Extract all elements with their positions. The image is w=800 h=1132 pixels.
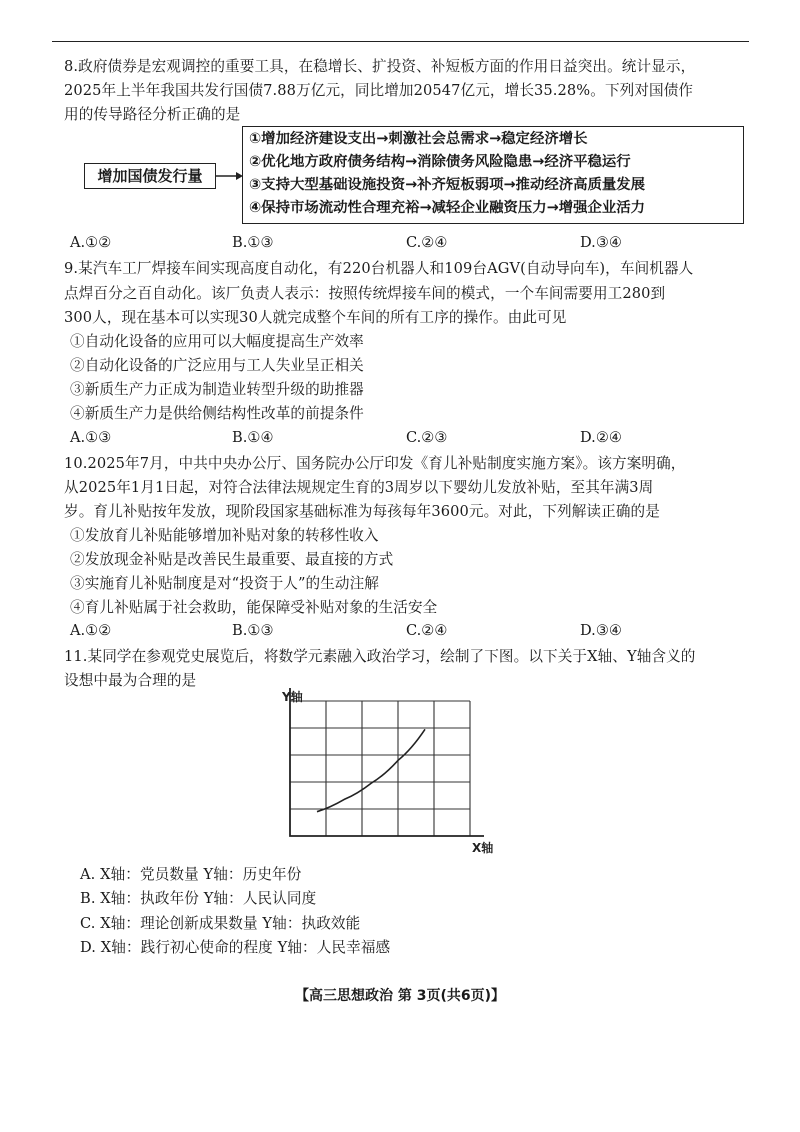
- flow-arrow-icon: [216, 170, 244, 182]
- q9-line-3: 300人，现在基本可以实现30人就完成整个车间的所有工序的操作。由此可见: [64, 309, 567, 326]
- q9-option-c: C.②③: [406, 429, 448, 446]
- q9-item-1: ①自动化设备的应用可以大幅度提高生产效率: [70, 333, 364, 350]
- q10-item-2: ②发放现金补贴是改善民生最重要、最直接的方式: [70, 551, 394, 568]
- flow-path-2: ②优化地方政府债务结构→消除债务风险隐患→经济平稳运行: [249, 154, 631, 170]
- q10-item-4: ④育儿补贴属于社会救助，能保障受补贴对象的生活安全: [70, 599, 438, 616]
- flow-path-1: ①增加经济建设支出→刺激社会总需求→稳定经济增长: [249, 131, 588, 147]
- q9-item-4: ④新质生产力是供给侧结构性改革的前提条件: [70, 405, 364, 422]
- q10-option-b: B.①③: [232, 622, 274, 639]
- flow-path-3: ③支持大型基础设施投资→补齐短板弱项→推动经济高质量发展: [249, 177, 646, 193]
- q9-option-a: A.①③: [70, 429, 112, 446]
- flow-path-4: ④保持市场流动性合理充裕→减轻企业融资压力→增强企业活力: [249, 200, 646, 216]
- flow-source-box: 增加国债发行量: [84, 163, 216, 189]
- xy-chart-svg: [270, 688, 500, 858]
- q8-line-3: 用的传导路径分析正确的是: [64, 106, 241, 123]
- xy-chart: [270, 688, 500, 862]
- q11-option-c: C. X轴：理论创新成果数量 Y轴：执政效能: [80, 915, 361, 932]
- x-axis-label: X轴: [472, 841, 494, 855]
- chart-grid: [290, 701, 470, 836]
- q10-item-3: ③实施育儿补贴制度是对“投资于人”的生动注解: [70, 575, 379, 592]
- q10-line-1: 10.2025年7月，中共中央办公厅、国务院办公厅印发《育儿补贴制度实施方案》。该方案明确，: [64, 455, 686, 472]
- page-footer: 【高三思想政治 第 3页(共6页)】: [294, 988, 506, 1004]
- q11-option-a: A. X轴：党员数量 Y轴：历史年份: [80, 866, 302, 883]
- q8-option-a: A.①②: [70, 234, 112, 251]
- q8-option-b: B.①③: [232, 234, 274, 251]
- q11-line-2: 设想中最为合理的是: [64, 672, 197, 689]
- q9-item-3: ③新质生产力正成为制造业转型升级的助推器: [70, 381, 364, 398]
- q9-item-2: ②自动化设备的广泛应用与工人失业呈正相关: [70, 357, 364, 374]
- q8-option-d: D.③④: [580, 234, 622, 251]
- q11-line-1: 11.某同学在参观党史展览后，将数学元素融入政治学习，绘制了下图。以下关于X轴、Y轴含义的: [64, 648, 696, 665]
- flow-paths-box: [242, 126, 744, 224]
- top-rule: [52, 41, 749, 42]
- q11-option-b: B. X轴：执政年份 Y轴：人民认同度: [80, 890, 317, 907]
- q8-line-1: 8.政府债券是宏观调控的重要工具，在稳增长、扩投资、补短板方面的作用日益突出。统计显示，: [64, 58, 696, 75]
- q10-option-c: C.②④: [406, 622, 448, 639]
- q11-option-d: D. X轴：践行初心使命的程度 Y轴：人民幸福感: [80, 939, 391, 956]
- q10-line-2: 从2025年1月1日起，对符合法律法规规定生育的3周岁以下婴幼儿发放补贴，至其年满3周: [64, 479, 654, 496]
- q9-option-b: B.①④: [232, 429, 274, 446]
- y-axis-label: Y轴: [282, 690, 303, 704]
- q10-item-1: ①发放育儿补贴能够增加补贴对象的转移性收入: [70, 527, 379, 544]
- q9-line-2: 点焊百分之百自动化。该厂负责人表示：按照传统焊接车间的模式，一个车间需要用工280到: [64, 285, 666, 302]
- q10-option-d: D.③④: [580, 622, 622, 639]
- q8-line-2: 2025年上半年我国共发行国债7.88万亿元，同比增加20547亿元，增长35.28%。下列对国债作: [64, 82, 694, 99]
- q9-option-d: D.②④: [580, 429, 622, 446]
- q10-line-3: 岁。育儿补贴按年发放，现阶段国家基础标准为每孩每年3600元。对此，下列解读正确的是: [64, 503, 660, 520]
- q9-line-1: 9.某汽车工厂焊接车间实现高度自动化，有220台机器人和109台AGV(自动导向车)，车间机器人: [64, 260, 694, 277]
- q8-option-c: C.②④: [406, 234, 448, 251]
- q10-option-a: A.①②: [70, 622, 112, 639]
- chart-axes: [290, 688, 484, 836]
- chart-series-line: [317, 729, 425, 811]
